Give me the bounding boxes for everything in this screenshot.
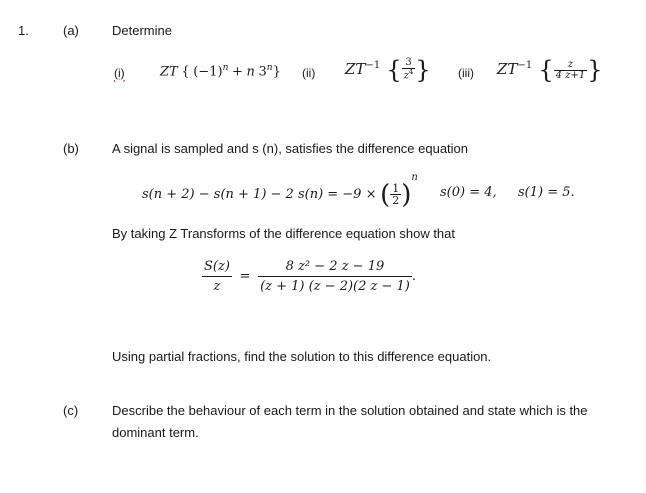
den-exponent: 4 bbox=[408, 68, 414, 77]
inverse-superscript: −1 bbox=[365, 59, 381, 71]
exponent: n bbox=[222, 63, 229, 73]
period: . bbox=[411, 268, 417, 284]
equals-sign: = bbox=[239, 268, 251, 284]
zt-operator: ZT bbox=[345, 59, 366, 78]
term-neg-one: (−1) bbox=[193, 64, 223, 80]
part-c-line-2: dominant term. bbox=[112, 425, 199, 440]
numerator: z bbox=[567, 58, 574, 70]
open-brace: { bbox=[181, 64, 190, 80]
open-paren: ( bbox=[380, 179, 391, 210]
sub-i-expression bbox=[160, 63, 281, 79]
fraction bbox=[402, 58, 416, 81]
lhs-fraction bbox=[202, 260, 232, 293]
sub-i-label: (i) bbox=[114, 66, 125, 80]
close-brace: } bbox=[272, 64, 281, 80]
sub-iii-expression bbox=[497, 56, 602, 84]
zt-operator: ZT bbox=[497, 59, 518, 78]
inverse-superscript: −1 bbox=[517, 59, 533, 71]
close-brace: } bbox=[587, 56, 603, 84]
result-equation bbox=[202, 260, 416, 293]
den-base: z bbox=[403, 70, 409, 82]
zt-operator: ZT bbox=[160, 64, 178, 80]
rhs-fraction bbox=[258, 260, 412, 293]
base: 3 bbox=[258, 64, 267, 80]
denominator: 2 bbox=[392, 194, 400, 208]
part-b-intro: A signal is sampled and s (n), satisfies the difference equation bbox=[112, 141, 469, 156]
coefficient: n bbox=[246, 64, 255, 80]
open-brace: { bbox=[538, 56, 554, 84]
part-a-instruction: Determine bbox=[112, 23, 172, 38]
initial-condition-2: s(1) = 5. bbox=[518, 185, 575, 200]
lhs-numerator: S(z) bbox=[204, 259, 230, 274]
part-b-label: (b) bbox=[63, 141, 79, 156]
lhs-denominator: z bbox=[202, 276, 232, 293]
initial-condition-1: s(0) = 4, bbox=[440, 185, 497, 200]
numerator: 3 bbox=[405, 57, 412, 69]
difference-equation bbox=[142, 172, 418, 210]
exponent: n bbox=[411, 172, 418, 183]
partial-fractions-instruction: Using partial fractions, find the solution to this difference equation. bbox=[112, 349, 492, 364]
question-number: 1. bbox=[18, 23, 29, 38]
sub-ii-expression bbox=[345, 56, 431, 84]
denominator bbox=[402, 68, 416, 81]
sub-iii-label: (iii) bbox=[458, 66, 474, 80]
exponent: n bbox=[266, 63, 273, 73]
rhs-numerator: 8 z² − 2 z − 19 bbox=[285, 259, 385, 274]
close-paren: ) bbox=[401, 179, 412, 210]
rhs-denominator: (z + 1) (z − 2)(2 z − 1) bbox=[258, 276, 412, 293]
part-c-line-1: Describe the behaviour of each term in the solution obtained and state which is the bbox=[112, 403, 588, 418]
numerator: 1 bbox=[392, 182, 400, 196]
equation-lhs: s(n + 2) − s(n + 1) − 2 s(n) = −9 × bbox=[142, 187, 377, 202]
plus-sign: + bbox=[231, 64, 243, 80]
sub-ii-label: (ii) bbox=[302, 66, 316, 80]
denominator: 4 z+1 bbox=[555, 69, 586, 81]
part-a-label: (a) bbox=[63, 23, 79, 38]
close-brace: } bbox=[415, 56, 431, 84]
transform-instruction: By taking Z Transforms of the difference equation show that bbox=[112, 226, 456, 241]
half-fraction bbox=[390, 183, 401, 206]
open-brace: { bbox=[386, 56, 402, 84]
fraction bbox=[554, 60, 588, 81]
part-c-label: (c) bbox=[63, 403, 79, 418]
